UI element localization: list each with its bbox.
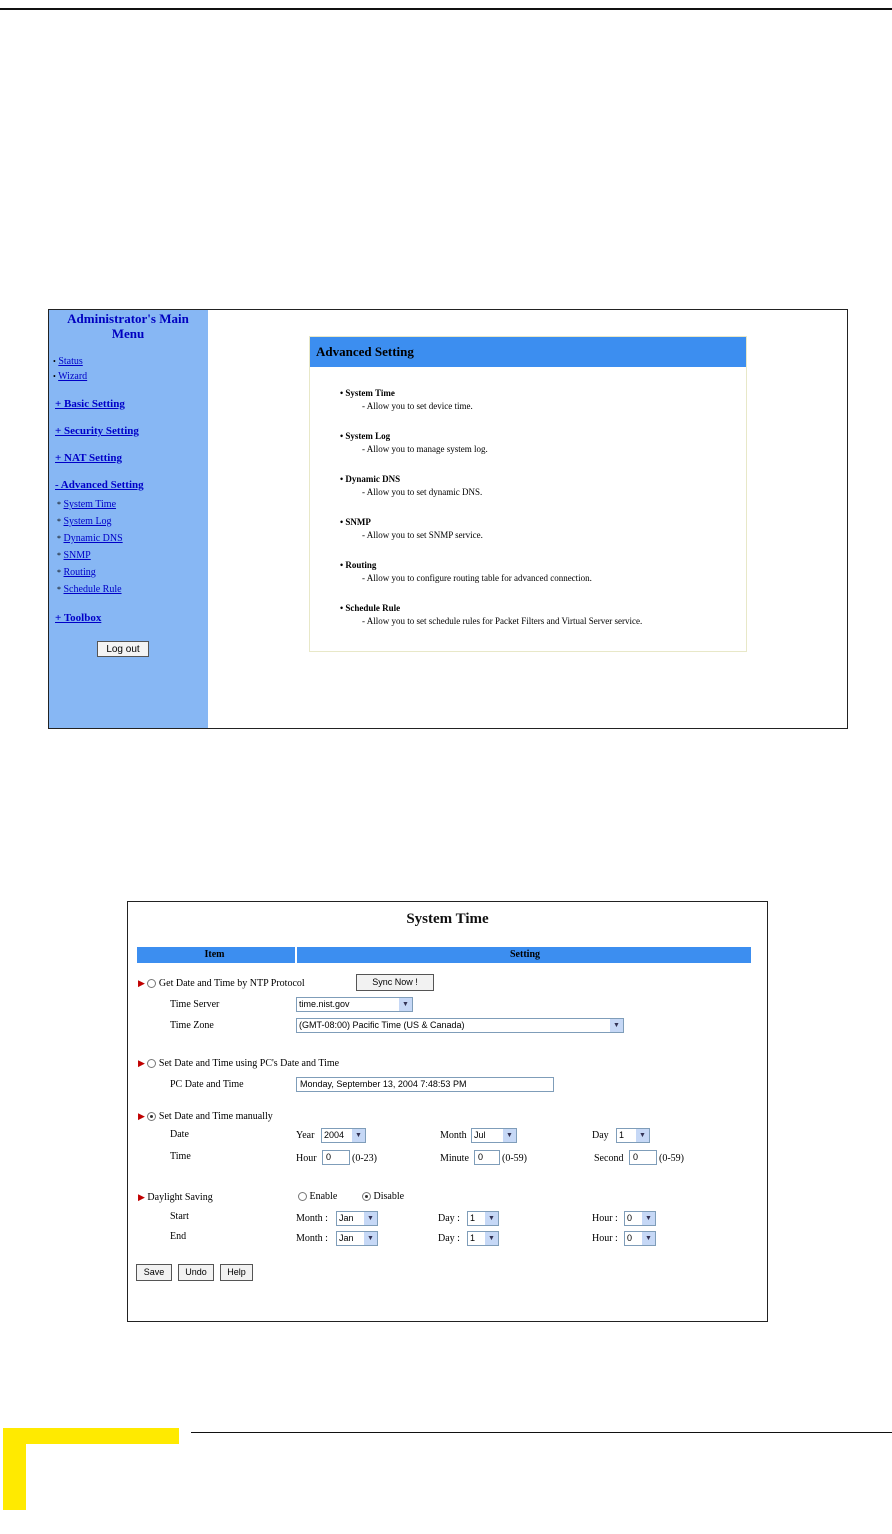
advanced-item: • Dynamic DNS - Allow you to set dynamic DNS. (340, 473, 740, 516)
advanced-item: • Routing - Allow you to configure routing table for advanced connection. (340, 559, 740, 602)
sidebar-item-snmp[interactable]: SNMP (63, 550, 91, 561)
pc-time-row (138, 1056, 339, 1071)
year-value: 2004 (324, 1130, 345, 1140)
sidebar-toolbox[interactable]: + Toolbox (55, 612, 102, 624)
arrow-icon: ▶ (138, 978, 145, 988)
advanced-item-title[interactable]: System Time (345, 388, 395, 398)
pc-time-label: Set Date and Time using PC's Date and Time (158, 1058, 340, 1069)
second-field[interactable]: 0 (629, 1150, 657, 1165)
month-select[interactable] (471, 1128, 517, 1143)
footer-yellow-bar (3, 1428, 179, 1444)
dst-start-label: Start (170, 1211, 189, 1222)
second-label: Second (594, 1153, 624, 1164)
manual-row (138, 1109, 273, 1124)
admin-sidebar (49, 310, 208, 728)
manual-label: Set Date and Time manually (158, 1111, 273, 1122)
sidebar-link-status[interactable]: Status (58, 356, 83, 367)
advanced-item-title[interactable]: System Log (345, 431, 391, 441)
hour-field[interactable]: 0 (322, 1150, 350, 1165)
pc-time-radio[interactable] (147, 1059, 156, 1068)
chevron-down-icon: ▼ (503, 1129, 516, 1142)
sidebar-item-schedule-rule[interactable]: Schedule Rule (63, 584, 122, 595)
chevron-down-icon: ▼ (485, 1232, 498, 1245)
day-label: Day (592, 1130, 609, 1141)
chevron-down-icon: ▼ (364, 1212, 377, 1225)
advanced-item-desc: - Allow you to set dynamic DNS. (362, 487, 483, 497)
time-zone-label: Time Zone (170, 1020, 214, 1031)
ntp-row (138, 976, 305, 991)
dst-end-day-label: Day : (438, 1233, 460, 1244)
time-zone-value: (GMT-08:00) Pacific Time (US & Canada) (299, 1020, 465, 1030)
dst-start-hour-label: Hour : (592, 1213, 618, 1224)
dst-disable-radio[interactable] (362, 1192, 371, 1201)
dst-start-hour-select[interactable] (624, 1211, 656, 1226)
ntp-radio[interactable] (147, 979, 156, 988)
advanced-item-title[interactable]: Schedule Rule (345, 603, 401, 613)
ntp-label: Get Date and Time by NTP Protocol (158, 978, 305, 989)
sync-now-button[interactable]: Sync Now ! (356, 974, 434, 991)
minute-field[interactable]: 0 (474, 1150, 500, 1165)
dst-disable-label: Disable (373, 1191, 405, 1202)
dst-end-hour-select[interactable] (624, 1231, 656, 1246)
arrow-icon: ▶ (138, 1111, 145, 1121)
advanced-setting-panel (309, 336, 747, 652)
sidebar-item-system-time[interactable]: System Time (63, 499, 117, 510)
arrow-icon: ▶ (138, 1192, 145, 1202)
help-button[interactable]: Help (220, 1264, 253, 1281)
top-rule (0, 8, 892, 10)
time-label: Time (170, 1151, 191, 1162)
logout-button[interactable]: Log out (97, 641, 149, 657)
sidebar-title: Administrator's Main Menu (67, 311, 189, 341)
sidebar-advanced-setting[interactable]: - Advanced Setting (55, 479, 144, 491)
dst-start-day-select[interactable] (467, 1211, 499, 1226)
undo-button[interactable]: Undo (178, 1264, 214, 1281)
time-server-label: Time Server (170, 999, 220, 1010)
chevron-down-icon: ▼ (642, 1212, 655, 1225)
dst-end-hour-label: Hour : (592, 1233, 618, 1244)
panel-title: Advanced Setting (310, 337, 746, 367)
sidebar-item-dynamic-dns[interactable]: Dynamic DNS (63, 533, 123, 544)
advanced-item-desc: - Allow you to set device time. (362, 401, 473, 411)
time-server-value: time.nist.gov (299, 999, 350, 1009)
second-range: (0-59) (659, 1153, 684, 1164)
sidebar-item-routing[interactable]: Routing (63, 567, 96, 578)
save-button[interactable]: Save (136, 1264, 172, 1281)
dst-end-day-select[interactable] (467, 1231, 499, 1246)
hour-label: Hour (296, 1153, 317, 1164)
chevron-down-icon: ▼ (642, 1232, 655, 1245)
dst-start-month-value: Jan (339, 1213, 354, 1223)
dst-end-hour-value: 0 (627, 1233, 633, 1243)
footer-rule (191, 1432, 892, 1433)
advanced-item: • Schedule Rule - Allow you to set schedule rules for Packet Filters and Virtual Server service. (340, 602, 740, 645)
sidebar-links: • Status • Wizard (53, 356, 88, 382)
advanced-item-title[interactable]: Routing (345, 560, 377, 570)
arrow-icon: ▶ (138, 1058, 145, 1068)
dst-end-day-value: 1 (470, 1233, 476, 1243)
advanced-item-title[interactable]: SNMP (345, 517, 371, 527)
dst-end-label: End (170, 1231, 187, 1242)
time-zone-select[interactable] (296, 1018, 624, 1033)
year-select[interactable] (321, 1128, 366, 1143)
dst-start-day-value: 1 (470, 1213, 476, 1223)
dst-disable-option (362, 1190, 404, 1204)
advanced-item: • SNMP - Allow you to set SNMP service. (340, 516, 740, 559)
dst-end-month-value: Jan (339, 1233, 354, 1243)
pc-date-field[interactable]: Monday, September 13, 2004 7:48:53 PM (296, 1077, 554, 1092)
dst-end-month-label: Month : (296, 1233, 328, 1244)
day-value: 1 (619, 1130, 625, 1140)
dst-start-hour-value: 0 (627, 1213, 633, 1223)
dst-row (138, 1190, 213, 1205)
month-value: Jul (474, 1130, 486, 1140)
header-item: Item (204, 949, 225, 960)
minute-range: (0-59) (502, 1153, 527, 1164)
dst-enable-label: Enable (309, 1191, 338, 1202)
chevron-down-icon: ▼ (399, 998, 412, 1011)
dst-start-month-label: Month : (296, 1213, 328, 1224)
sidebar-nat-setting[interactable]: + NAT Setting (55, 452, 122, 464)
chevron-down-icon: ▼ (636, 1129, 649, 1142)
advanced-item-title[interactable]: Dynamic DNS (345, 474, 401, 484)
footer-yellow-tab (3, 1428, 26, 1510)
advanced-sub-menu: * System Time * System Log * Dynamic DNS * SNMP * Routing * Schedule Rule (57, 499, 123, 595)
dst-enable-option (298, 1190, 337, 1204)
chevron-down-icon: ▼ (610, 1019, 623, 1032)
system-time-screenshot (127, 901, 768, 1322)
date-label: Date (170, 1129, 189, 1140)
month-label: Month (440, 1130, 467, 1141)
advanced-item-desc: - Allow you to set SNMP service. (362, 530, 483, 540)
table-header (137, 947, 751, 963)
dst-label: Daylight Saving (147, 1192, 213, 1203)
page-title: System Time (406, 911, 489, 927)
sidebar-basic-setting[interactable]: + Basic Setting (55, 398, 125, 410)
minute-label: Minute (440, 1153, 469, 1164)
hour-range: (0-23) (352, 1153, 377, 1164)
pc-date-label: PC Date and Time (170, 1079, 244, 1090)
dst-enable-radio[interactable] (298, 1192, 307, 1201)
header-setting: Setting (295, 947, 753, 963)
manual-radio[interactable] (147, 1112, 156, 1121)
sidebar-security-setting[interactable]: + Security Setting (55, 425, 139, 437)
dst-end-month-select[interactable] (336, 1231, 378, 1246)
advanced-item: • System Time - Allow you to set device time. (340, 387, 740, 430)
chevron-down-icon: ▼ (352, 1129, 365, 1142)
advanced-setting-screenshot (48, 309, 848, 729)
day-select[interactable] (616, 1128, 650, 1143)
advanced-item-desc: - Allow you to manage system log. (362, 444, 488, 454)
chevron-down-icon: ▼ (485, 1212, 498, 1225)
sidebar-link-wizard[interactable]: Wizard (58, 371, 88, 382)
dst-start-day-label: Day : (438, 1213, 460, 1224)
chevron-down-icon: ▼ (364, 1232, 377, 1245)
sidebar-item-system-log[interactable]: System Log (63, 516, 112, 527)
advanced-item-desc: - Allow you to configure routing table for advanced connection. (362, 573, 592, 583)
advanced-item-desc: - Allow you to set schedule rules for Packet Filters and Virtual Server service. (362, 616, 643, 626)
advanced-item: • System Log - Allow you to manage system log. (340, 430, 740, 473)
dst-start-month-select[interactable] (336, 1211, 378, 1226)
time-server-select[interactable] (296, 997, 413, 1012)
year-label: Year (296, 1130, 315, 1141)
advanced-item-list (340, 387, 740, 645)
